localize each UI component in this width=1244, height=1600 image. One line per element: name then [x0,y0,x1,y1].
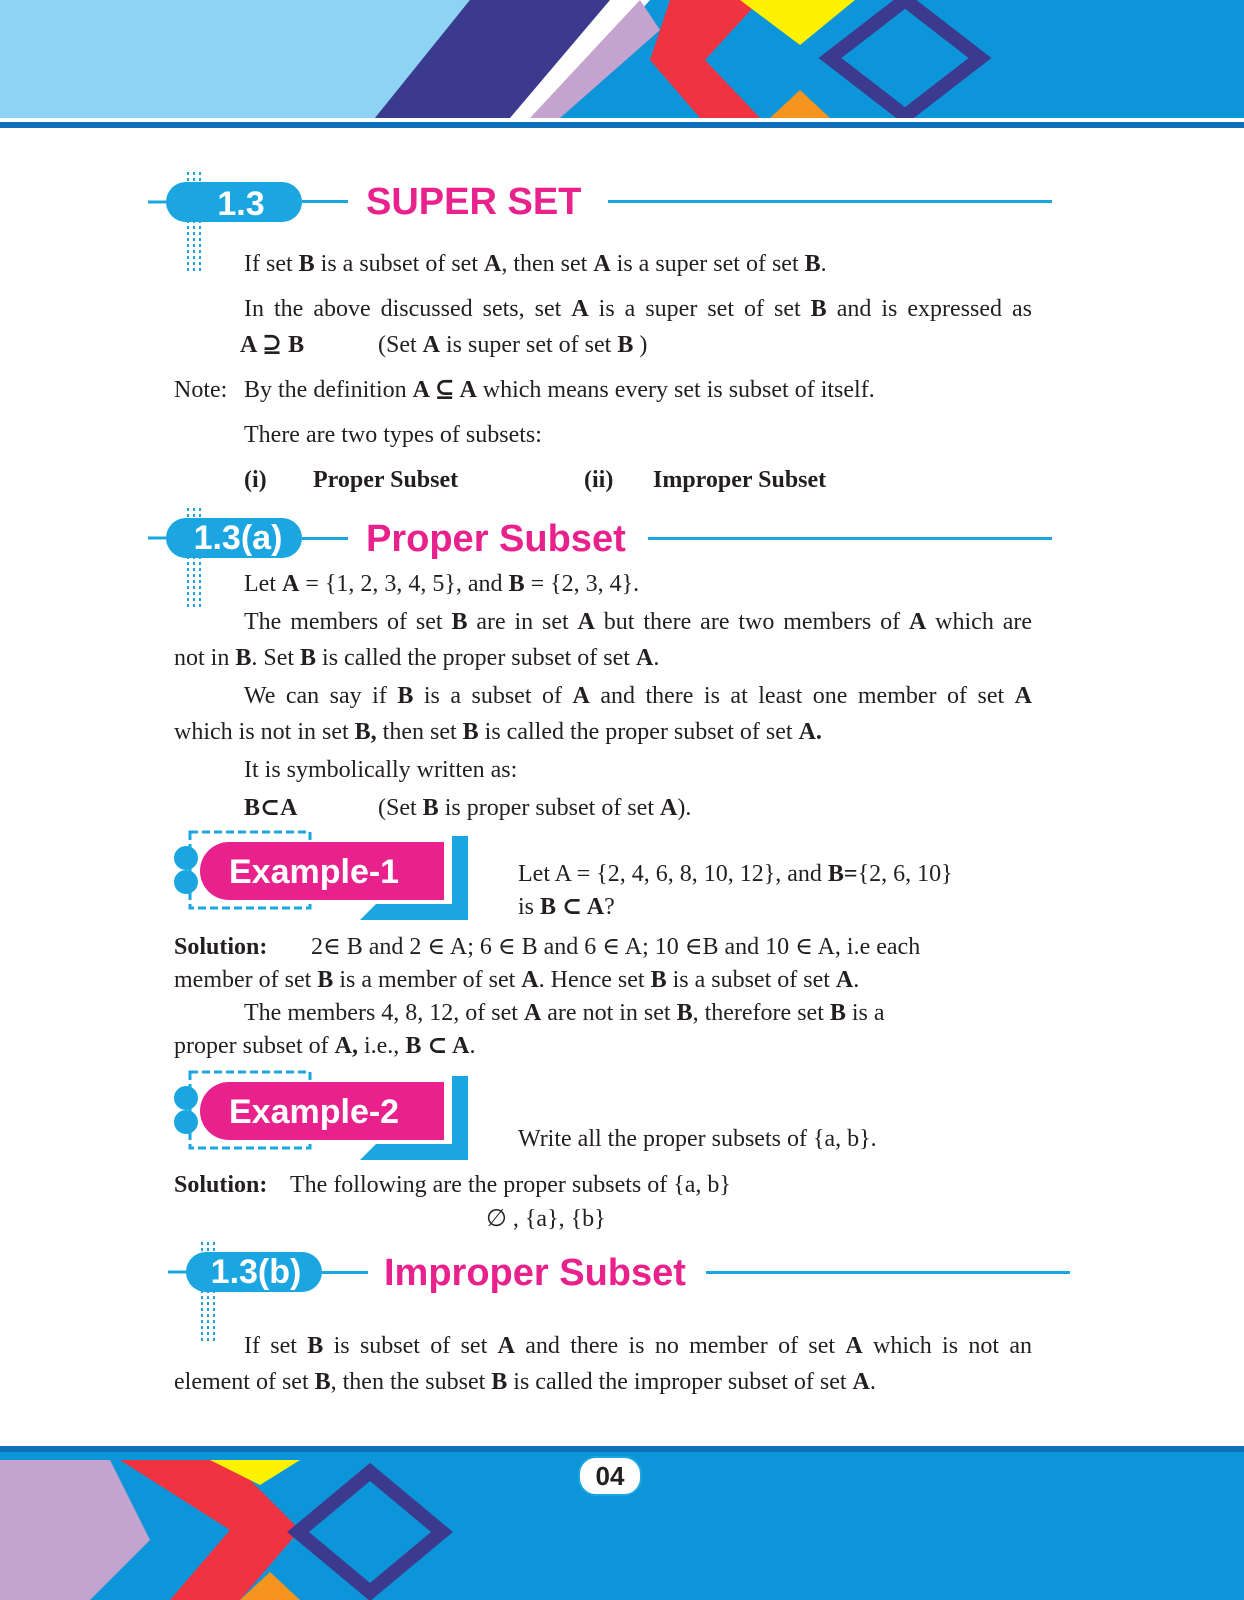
super-paragraph-1: If set B is a subset of set A, then set A is a super set of set B. [244,251,827,277]
proper-paragraph-3-line-1: We can say if B is a subset of A and there is at least one member of set A [244,683,1032,709]
section-number: 1.3 [217,185,265,223]
top-banner [0,0,1244,130]
heading-rule-right [706,1271,1070,1274]
section-title: Improper Subset [384,1252,686,1294]
heading-rule-left [302,537,348,540]
proper-paragraph-2-line-1: The members of set B are in set A but there are two members of A which are [244,609,1032,635]
subset-type-1-number: (i) [244,467,267,493]
proper-subset-expression-explanation: (Set B is proper subset of set A). [378,795,692,821]
heading-rule-left [302,200,348,203]
proper-paragraph-1: Let A = {1, 2, 3, 4, 5}, and B = {2, 3, 4}. [244,571,640,597]
proper-subset-expression: B⊂A [244,795,298,821]
heading-rule-left [322,1271,368,1274]
heading-rule-right [608,200,1052,203]
improper-paragraph-line-2: element of set B, then the subset B is called the improper subset of set A. [174,1369,876,1395]
symbolic-intro: It is symbolically written as: [244,757,518,783]
example-1-solution-line-1: 2∈ B and 2 ∈ A; 6 ∈ B and 6 ∈ A; 10 ∈B and 10 ∈ A, i.e each [311,934,921,960]
heading-rule-right [648,537,1052,540]
example-2-question: Write all the proper subsets of {a, b}. [518,1126,877,1152]
example-1-question-line-1: Let A = {2, 4, 6, 8, 10, 12}, and B={2, 6, 10} [518,861,953,887]
proper-paragraph-2-line-2: not in B. Set B is called the proper subset of set A. [174,645,660,671]
example-1-solution-line-4: proper subset of A, i.e., B ⊂ A. [174,1033,476,1059]
example-2-solution-label: Solution: [174,1172,268,1198]
superset-expression: A ⊇ B [240,332,305,358]
note-label: Note: [174,377,228,403]
note-text: By the definition A ⊆ A which means every set is subset of itself. [244,377,875,403]
super-paragraph-2: In the above discussed sets, set A is a super set of set B and is expressed as [244,296,1032,322]
example-1-solution-label: Solution: [174,934,268,960]
section-title: Proper Subset [366,518,626,560]
example-2-solution-line-2: ∅ , {a}, {b} [486,1206,606,1232]
superset-expression-explanation: (Set A is super set of set B ) [378,332,648,358]
section-number: 1.3(b) [210,1253,302,1291]
example-2-label: Example-2 [229,1093,400,1131]
subset-type-1-label: Proper Subset [313,467,459,493]
example-1-solution-line-2: member of set B is a member of set A. Hence set B is a subset of set A. [174,967,860,993]
example-2-solution-line-1: The following are the proper subsets of {a, b} [290,1172,731,1198]
proper-paragraph-3-line-2: which is not in set B, then set B is called the proper subset of set A. [174,719,822,745]
section-title: SUPER SET [366,181,582,223]
example-1-solution-line-3: The members 4, 8, 12, of set A are not in set B, therefore set B is a [244,1000,885,1026]
improper-paragraph-line-1: If set B is subset of set A and there is no member of set A which is not an [244,1333,1032,1359]
subset-type-2-label: Improper Subset [653,467,827,493]
page-number: 04 [595,1461,625,1491]
subset-type-2-number: (ii) [584,467,614,493]
subset-types-intro: There are two types of subsets: [244,422,542,448]
example-1-label: Example-1 [229,853,400,891]
section-number: 1.3(a) [193,519,283,557]
example-1-question-line-2: is B ⊂ A? [518,894,615,920]
